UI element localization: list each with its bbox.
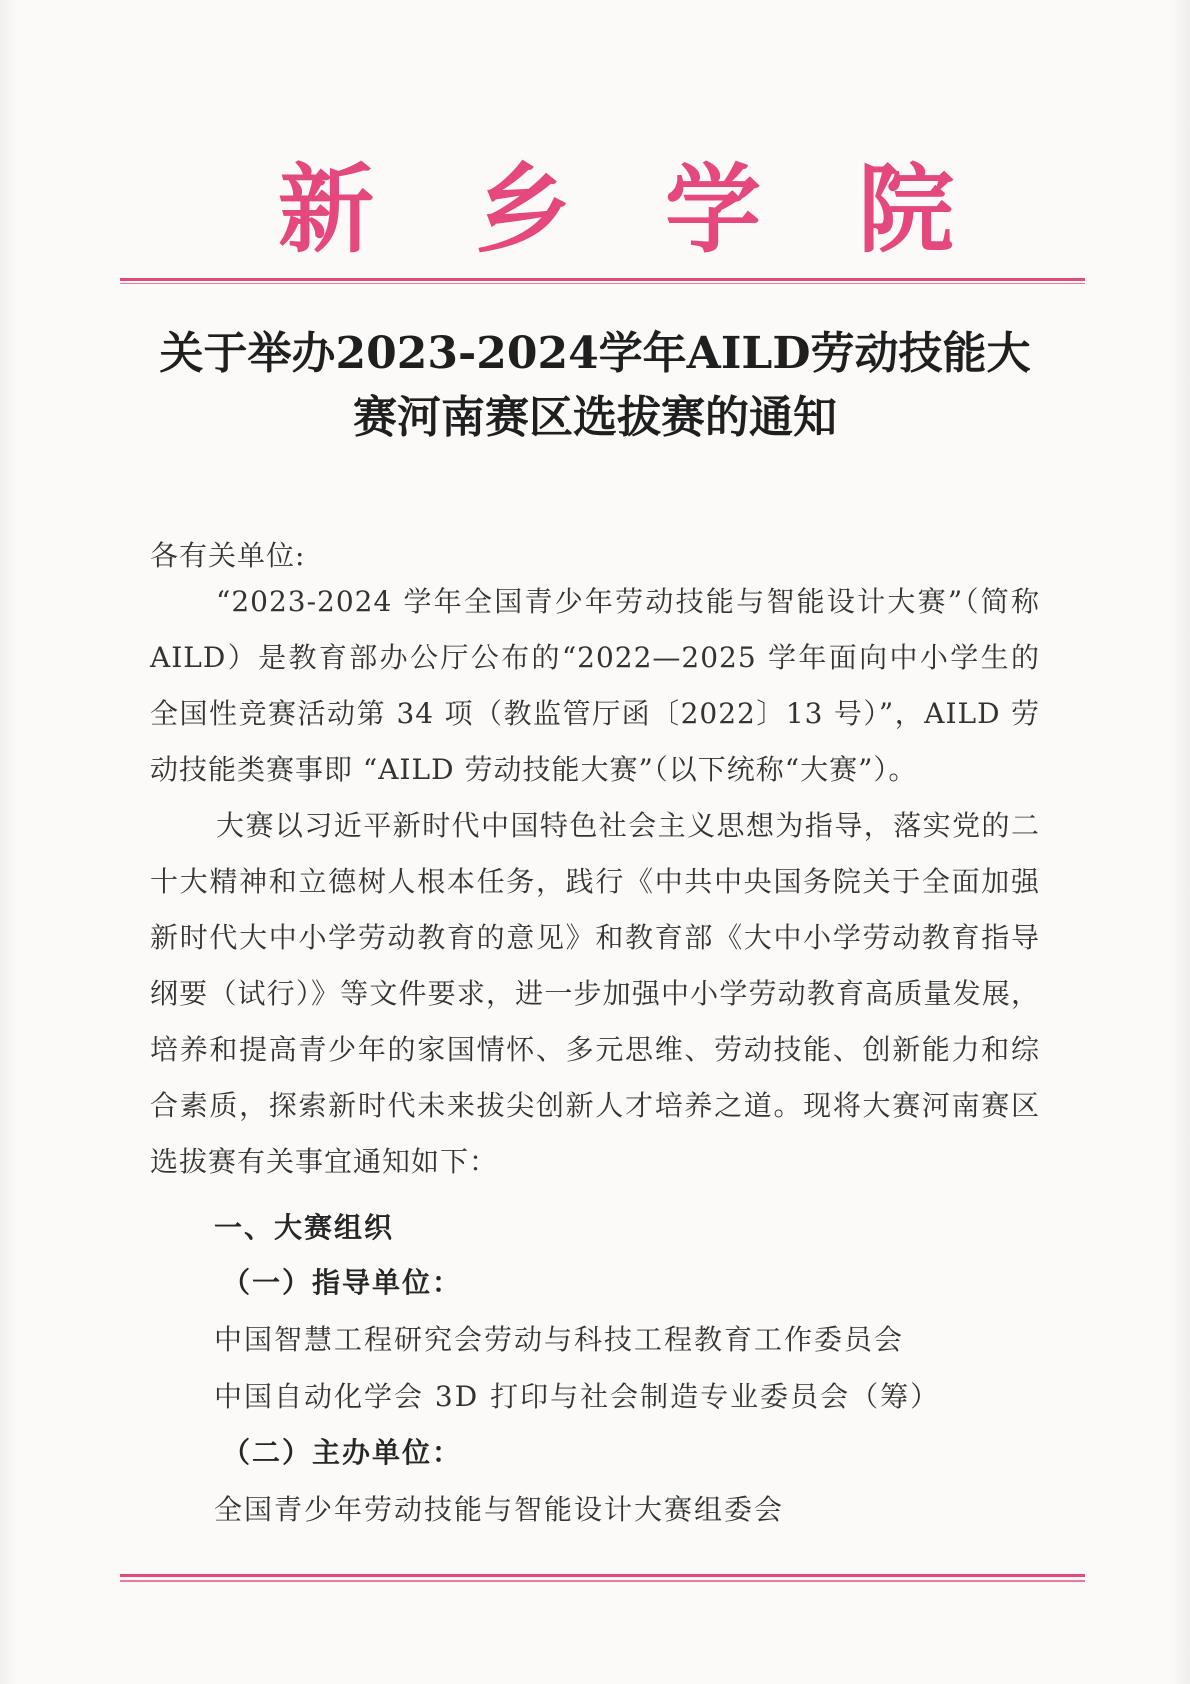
masthead-char-2: 乡 <box>475 153 571 266</box>
masthead-char-4: 院 <box>858 153 954 266</box>
document-title <box>130 322 1060 450</box>
title-line-2: 赛河南赛区选拔赛的通知 <box>353 392 837 443</box>
guidance-org-1: 中国智慧工程研究会劳动与科技工程教育工作委员会 <box>214 1323 905 1356</box>
title-line-1: 关于举办2023-2024学年AILD劳动技能大 <box>159 328 1031 379</box>
section-heading-organization: 一、大赛组织 <box>214 1211 395 1244</box>
masthead <box>0 150 1190 270</box>
red-divider-top <box>120 278 1085 284</box>
host-org-1: 全国青少年劳动技能与智能设计大赛组委会 <box>214 1493 785 1526</box>
subsection-heading-guidance: （一）指导单位： <box>222 1266 463 1299</box>
guidance-org-2: 中国自动化学会 3D 打印与社会制造专业委员会（筹） <box>214 1380 941 1413</box>
paragraph-intro: “2023-2024 学年全国青少年劳动技能与智能设计大赛”（简称 AILD）是教育部办公厅公布的“2022—2025 学年面向中小学生的全国性竞赛活动第 34 项（教监管厅函〔2022〕13 号）”，AILD 劳动技能类赛事即 “AILD 劳动技能大赛”（以下统称“大赛”）。 <box>150 585 1040 786</box>
masthead-char-3: 学 <box>665 153 761 266</box>
subsection-heading-host: （二）主办单位： <box>222 1436 463 1469</box>
masthead-char-1: 新 <box>278 153 374 266</box>
paragraph-purpose: 大赛以习近平新时代中国特色社会主义思想为指导，落实党的二十大精神和立德树人根本任务，践行《中共中央国务院关于全面加强新时代大中小学劳动教育的意见》和教育部《大中小学劳动教育指导纲要（试行）》等文件要求，进一步加强中小学劳动教育高质量发展，培养和提高青少年的家国情怀、多元思维、劳动技能、创新能力和综合素质，探索新时代未来拔尖创新人才培养之道。现将大赛河南赛区选拔赛有关事宜通知如下： <box>150 809 1040 1178</box>
salutation: 各有关单位: <box>150 539 306 572</box>
red-divider-bottom <box>120 1574 1085 1582</box>
